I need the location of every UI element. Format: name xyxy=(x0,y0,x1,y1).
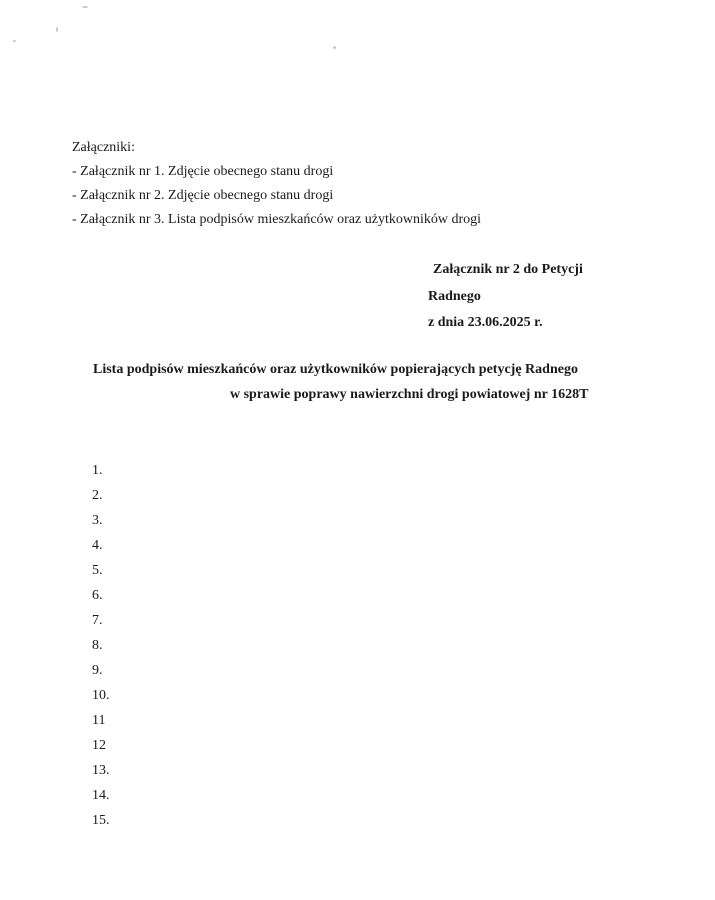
attachments-section xyxy=(72,136,481,232)
scan-speck xyxy=(13,40,16,42)
scan-speck xyxy=(333,46,336,49)
signature-row-number: 10. xyxy=(92,688,110,703)
signature-list xyxy=(92,458,110,833)
list-title-line: w sprawie poprawy nawierzchni drogi powiatowej nr 1628T xyxy=(230,387,589,402)
attachment-item: - Załącznik nr 3. Lista podpisów mieszkańców oraz użytkowników drogi xyxy=(72,212,482,227)
signature-row-number: 5. xyxy=(92,563,103,578)
scan-speck xyxy=(82,6,88,8)
signature-row-number: 9. xyxy=(92,663,103,678)
signature-row-number: 7. xyxy=(92,613,103,628)
signature-row-number: 11 xyxy=(92,713,106,728)
signature-row-number: 14. xyxy=(92,788,110,803)
scan-speck xyxy=(56,27,58,32)
appendix-header-date: z dnia 23.06.2025 r. xyxy=(428,315,543,330)
signature-row-number: 1. xyxy=(92,463,103,478)
signature-row-number: 3. xyxy=(92,513,103,528)
attachments-heading: Załączniki: xyxy=(72,140,135,155)
appendix-header xyxy=(428,257,583,337)
attachment-item: - Załącznik nr 1. Zdjęcie obecnego stanu drogi xyxy=(72,164,334,179)
signature-row-number: 6. xyxy=(92,588,103,603)
attachment-item: - Załącznik nr 2. Zdjęcie obecnego stanu drogi xyxy=(72,188,334,203)
signature-row-number: 2. xyxy=(92,488,103,503)
signature-row-number: 15. xyxy=(92,813,110,828)
signature-row-number: 8. xyxy=(92,638,103,653)
signature-row-number: 12 xyxy=(92,738,106,753)
list-title-line: Lista podpisów mieszkańców oraz użytkowników popierających petycję Radnego xyxy=(93,362,578,377)
signature-row-number: 13. xyxy=(92,763,110,778)
appendix-header-line: Radnego xyxy=(428,288,481,304)
signature-row-number: 4. xyxy=(92,538,103,553)
appendix-header-line: Załącznik nr 2 do Petycji xyxy=(433,262,583,277)
